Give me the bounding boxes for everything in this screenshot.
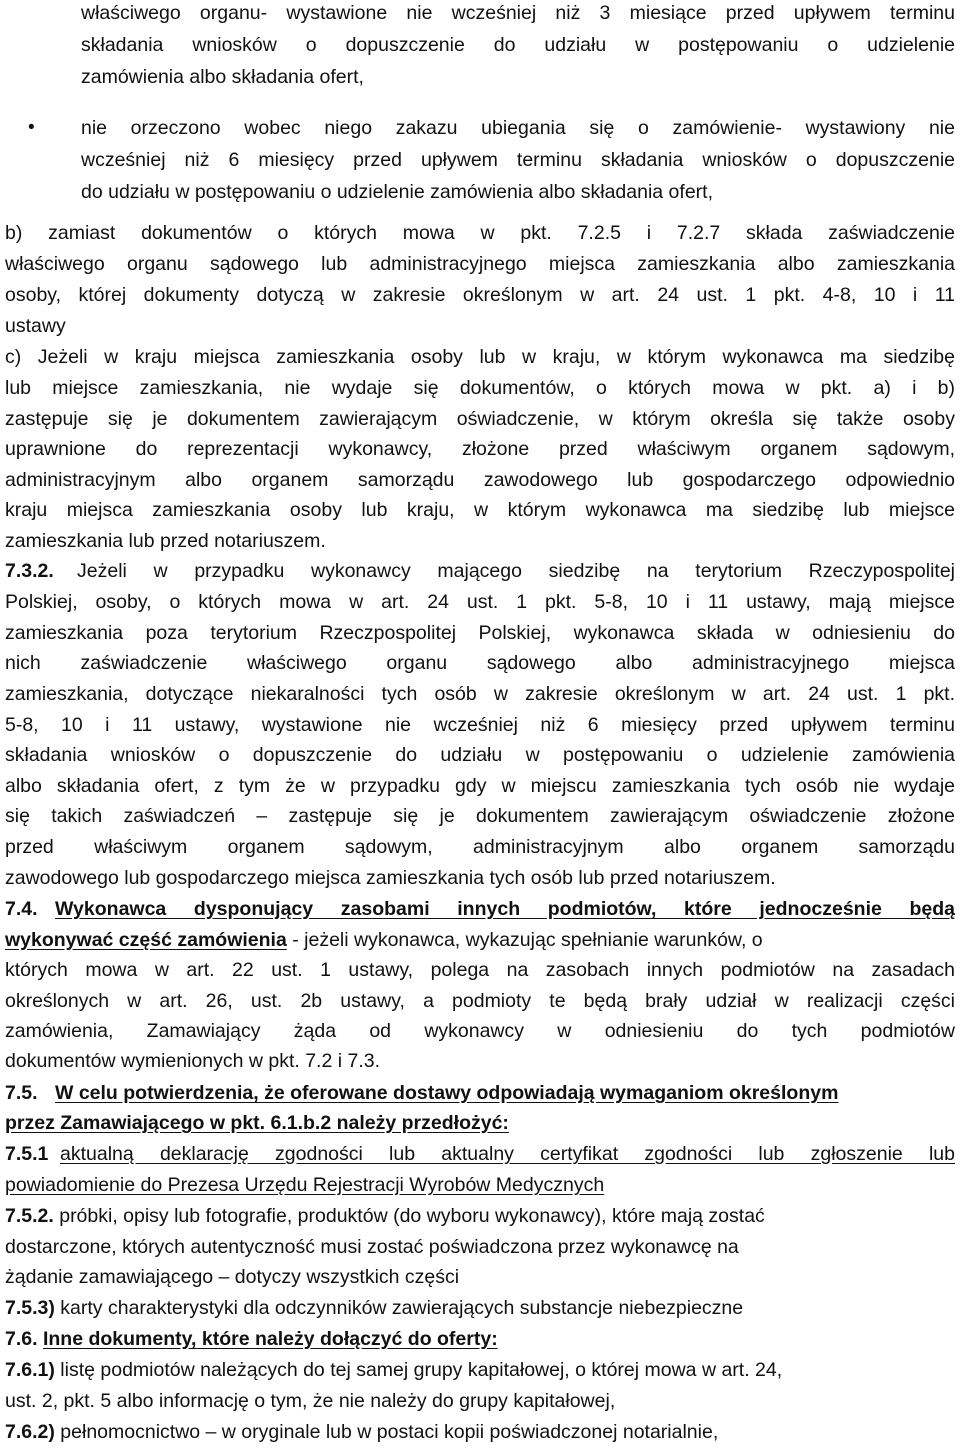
item-number: 7.6.2) [5, 1421, 55, 1443]
section-heading-continued: wykonywać część zamówienia [5, 929, 287, 951]
text-line: powiadomienie do Prezesa Urzędu Rejestracji Wyrobów Medycznych [5, 1174, 605, 1196]
text-line: zawodowego lub gospodarczego miejsca zamieszkania tych osób lub przed notariuszem. [5, 867, 776, 889]
text-line [5, 925, 955, 955]
text-line: zamówienia, Zamawiający żąda od wykonawcy w odniesieniu do tych podmiotów [5, 1020, 955, 1042]
section-number [5, 556, 75, 586]
list-item [5, 1355, 955, 1385]
text-line: c) Jeżeli w kraju miejsca zamieszkania osoby lub w kraju, w którym wykonawca ma siedzibę [5, 346, 955, 368]
text-line: określonych w art. 26, ust. 2b ustawy, a podmioty te będą brały udział w realizacji części [5, 990, 955, 1012]
text-line: ust. 2, pkt. 5 albo informację o tym, że nie należy do grupy kapitałowej, [5, 1390, 616, 1412]
text-fragment: - jeżeli wykonawca, wykazując spełnianie warunków, o [286, 929, 763, 951]
bullet-icon: • [28, 117, 35, 138]
text-line: kraju miejsca zamieszkania osoby lub kraju, w którym wykonawca ma siedzibę lub miejsce [5, 499, 955, 521]
section-heading: Wykonawca dysponujący zasobami innych podmiotów, które jednocześnie będą [55, 898, 955, 920]
section-number [5, 894, 55, 924]
text-line: zamieszkania, dotyczące niekaralności tych osób w zakresie określonym w art. 24 ust. 1 pkt. [5, 683, 955, 705]
item-text: karty charakterystyki dla odczynników zawierających substancje niebezpieczne [60, 1297, 744, 1319]
text-line: wcześniej niż 6 miesięcy przed upływem terminu składania wniosków o dopuszczenie [81, 149, 955, 171]
section-heading [5, 1324, 955, 1354]
text-line: żądanie zamawiającego – dotyczy wszystkich części [5, 1266, 460, 1288]
list-item [5, 1417, 955, 1447]
text-line: nie orzeczono wobec niego zakazu ubiegania się o zamówienie- wystawiony nie [81, 117, 955, 139]
item-text: pełnomocnictwo – w oryginale lub w postaci kopii poświadczonej notarialnie, [60, 1421, 719, 1443]
text-line: albo składania ofert, z tym że w przypadku gdy w miejscu zamieszkania tych osób nie wydaje [5, 775, 955, 797]
text-line: Jeżeli w przypadku wykonawcy mającego siedzibę na terytorium Rzeczypospolitej [77, 560, 955, 582]
text-line: Polskiej, osoby, o których mowa w art. 24 ust. 1 pkt. 5-8, 10 i 11 ustawy, mają miejsce [5, 591, 955, 613]
text-line: których mowa w art. 22 ust. 1 ustawy, polega na zasobach innych podmiotów na zasadach [5, 959, 955, 981]
text-line: ustawy [5, 315, 66, 337]
text-line: zamieszkania poza terytorium Rzeczpospolitej Polskiej, wykonawca składa w odniesieniu do [5, 622, 955, 644]
text-line: składania wniosków o dopuszczenie do udziału w postępowaniu o udzielenie [81, 34, 955, 56]
section-number-label: 7.5.1 [5, 1143, 49, 1165]
text-line: zastępuje się je dokumentem zawierającym oświadczenie, w którym określa się także osoby [5, 408, 955, 430]
section-number-label: 7.4. [5, 898, 38, 920]
section-number-label: 7.3.2. [5, 560, 54, 582]
section-number [5, 1078, 55, 1108]
section-number-label: 7.5. [5, 1082, 38, 1104]
text-line: właściwego organu- wystawione nie wcześniej niż 3 miesiące przed upływem terminu [81, 2, 955, 24]
text-line: lub miejsce zamieszkania, nie wydaje się dokumentów, o których mowa w pkt. a) i b) [5, 377, 955, 399]
item-number: 7.5.3) [5, 1297, 55, 1319]
section-heading-text: Inne dokumenty, które należy dołączyć do oferty: [42, 1328, 498, 1350]
section-number [5, 1139, 65, 1169]
text-line: uprawnione do reprezentacji wykonawcy, złożone przed właściwym organem sądowym, [5, 438, 955, 460]
item-number: 7.5.2. [5, 1205, 54, 1227]
list-item [5, 1293, 955, 1323]
item-number: 7.6.1) [5, 1359, 55, 1381]
text-line: b) zamiast dokumentów o których mowa w pkt. 7.2.5 i 7.2.7 składa zaświadczenie [5, 222, 955, 244]
text-line: przed właściwym organem sądowym, administracyjnym albo organem samorządu [5, 836, 955, 858]
text-line: administracyjnym albo organem samorządu zawodowego lub gospodarczego odpowiednio [5, 469, 955, 491]
text-line: osoby, której dokumenty dotyczą w zakresie określonym w art. 24 ust. 1 pkt. 4-8, 10 i 11 [5, 284, 955, 306]
text-line: dokumentów wymienionych w pkt. 7.2 i 7.3. [5, 1050, 381, 1072]
text-line: nich zaświadczenie właściwego organu sądowego albo administracyjnego miejsca [5, 652, 955, 674]
text-line: do udziału w postępowaniu o udzielenie zamówienia albo składania ofert, [81, 181, 713, 203]
text-line: właściwego organu sądowego lub administracyjnego miejsca zamieszkania albo zamieszkania [5, 253, 955, 275]
section-heading-continued: przez Zamawiającego w pkt. 6.1.b.2 należy przedłożyć: [5, 1112, 509, 1134]
text-line: dostarczone, których autentyczność musi zostać poświadczona przez wykonawcę na [5, 1236, 739, 1258]
text-line: aktualną deklarację zgodności lub aktualny certyfikat zgodności lub zgłoszenie lub [60, 1143, 955, 1165]
text-line: zamieszkania lub przed notariuszem. [5, 530, 326, 552]
text-line: się takich zaświadczeń – zastępuje się je dokumentem zawierającym oświadczenie złożone [5, 805, 955, 827]
text-line: 5-8, 10 i 11 ustawy, wystawione nie wcześniej niż 6 miesięcy przed upływem terminu [5, 714, 955, 736]
item-text: próbki, opisy lub fotografie, produktów (do wyboru wykonawcy), które mają zostać [59, 1205, 765, 1227]
section-heading: W celu potwierdzenia, że oferowane dostawy odpowiadają wymaganiom określonym [55, 1082, 839, 1104]
text-line: składania wniosków o dopuszczenie do udziału w postępowaniu o udzielenie zamówienia [5, 744, 955, 766]
item-text: listę podmiotów należących do tej samej grupy kapitałowej, o której mowa w art. 24, [60, 1359, 783, 1381]
section-number-label: 7.6. [5, 1328, 38, 1350]
text-line: zamówienia albo składania ofert, [81, 66, 364, 88]
list-item [5, 1201, 955, 1231]
